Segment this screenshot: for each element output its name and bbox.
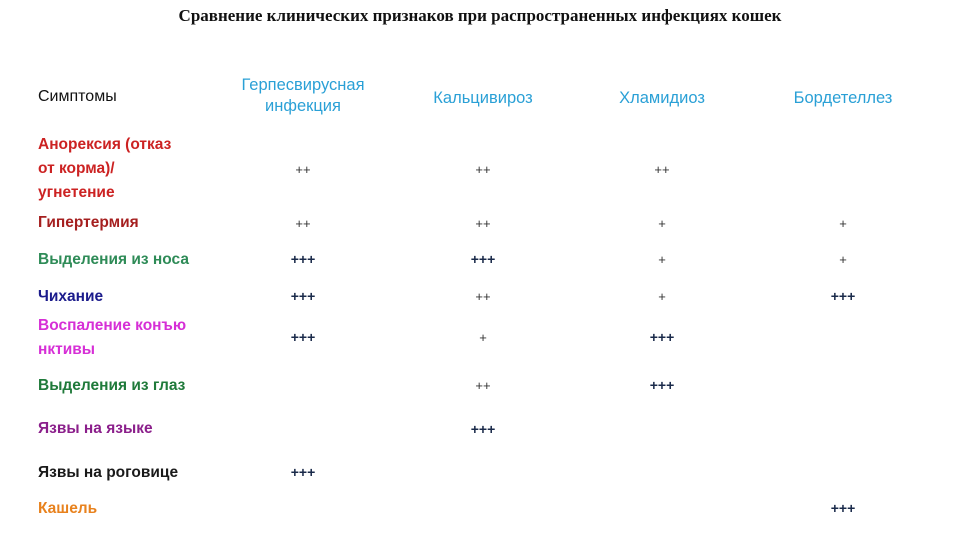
severity-mark: +	[658, 289, 666, 304]
symptom-label-line: Язвы на роговице	[38, 464, 179, 481]
symptom-label-line: угнетение	[38, 184, 115, 201]
symptom-label	[38, 461, 178, 485]
symptom-label	[38, 248, 189, 272]
symptom-label-line: нктивы	[38, 341, 96, 358]
symptom-label-line: Чихание	[38, 288, 104, 305]
column-header-line: Бордетеллез	[793, 89, 893, 107]
column-header-line: инфекция	[265, 97, 341, 115]
severity-mark: +	[839, 216, 847, 231]
symptom-label-line: Анорексия (отказ	[38, 136, 172, 153]
column-header-line: Хламидиоз	[619, 89, 705, 107]
severity-mark: +++	[649, 377, 675, 393]
severity-mark: +	[658, 252, 666, 267]
severity-mark: ++	[475, 216, 491, 231]
severity-mark: +++	[830, 288, 856, 304]
severity-mark: +++	[649, 329, 675, 345]
symptom-label	[38, 133, 171, 205]
severity-mark: ++	[295, 216, 311, 231]
symptom-label-line: Выделения из носа	[38, 251, 189, 268]
symptom-label	[38, 417, 153, 441]
column-header-chlamydia	[562, 88, 762, 109]
severity-mark: ++	[475, 162, 491, 177]
severity-mark: ++	[295, 162, 311, 177]
column-header-herpes	[203, 75, 403, 117]
symptom-label-line: Гипертермия	[38, 214, 139, 231]
symptom-label	[38, 211, 139, 235]
symptom-label-line: Воспаление конъю	[38, 317, 187, 334]
severity-mark: +++	[470, 251, 496, 267]
column-header-line: Герпесвирусная	[241, 76, 365, 94]
severity-mark: +++	[290, 251, 316, 267]
symptom-label	[38, 374, 185, 398]
symptom-label	[38, 497, 97, 521]
severity-mark: +	[839, 252, 847, 267]
severity-mark: +++	[290, 329, 316, 345]
severity-mark: +++	[470, 421, 496, 437]
symptom-label-line: Кашель	[38, 500, 98, 517]
symptom-label-line: Язвы на языке	[38, 420, 153, 437]
column-header-line: Кальцивироз	[433, 89, 533, 107]
symptom-label	[38, 285, 103, 309]
severity-mark: +	[479, 330, 487, 345]
severity-mark: ++	[475, 289, 491, 304]
symptoms-column-header: Симптомы	[38, 88, 117, 105]
symptom-label	[38, 314, 186, 362]
column-header-calici	[383, 88, 583, 109]
severity-mark: +++	[290, 288, 316, 304]
page-title: Сравнение клинических признаков при распространенных инфекциях кошек	[178, 6, 782, 25]
symptom-label-line: Выделения из глаз	[38, 377, 186, 394]
symptom-label-line: от корма)/	[38, 160, 115, 177]
severity-mark: +	[658, 216, 666, 231]
severity-mark: ++	[475, 378, 491, 393]
severity-mark: +++	[830, 500, 856, 516]
severity-mark: +++	[290, 464, 316, 480]
severity-mark: ++	[654, 162, 670, 177]
column-header-bordetella	[743, 88, 943, 109]
